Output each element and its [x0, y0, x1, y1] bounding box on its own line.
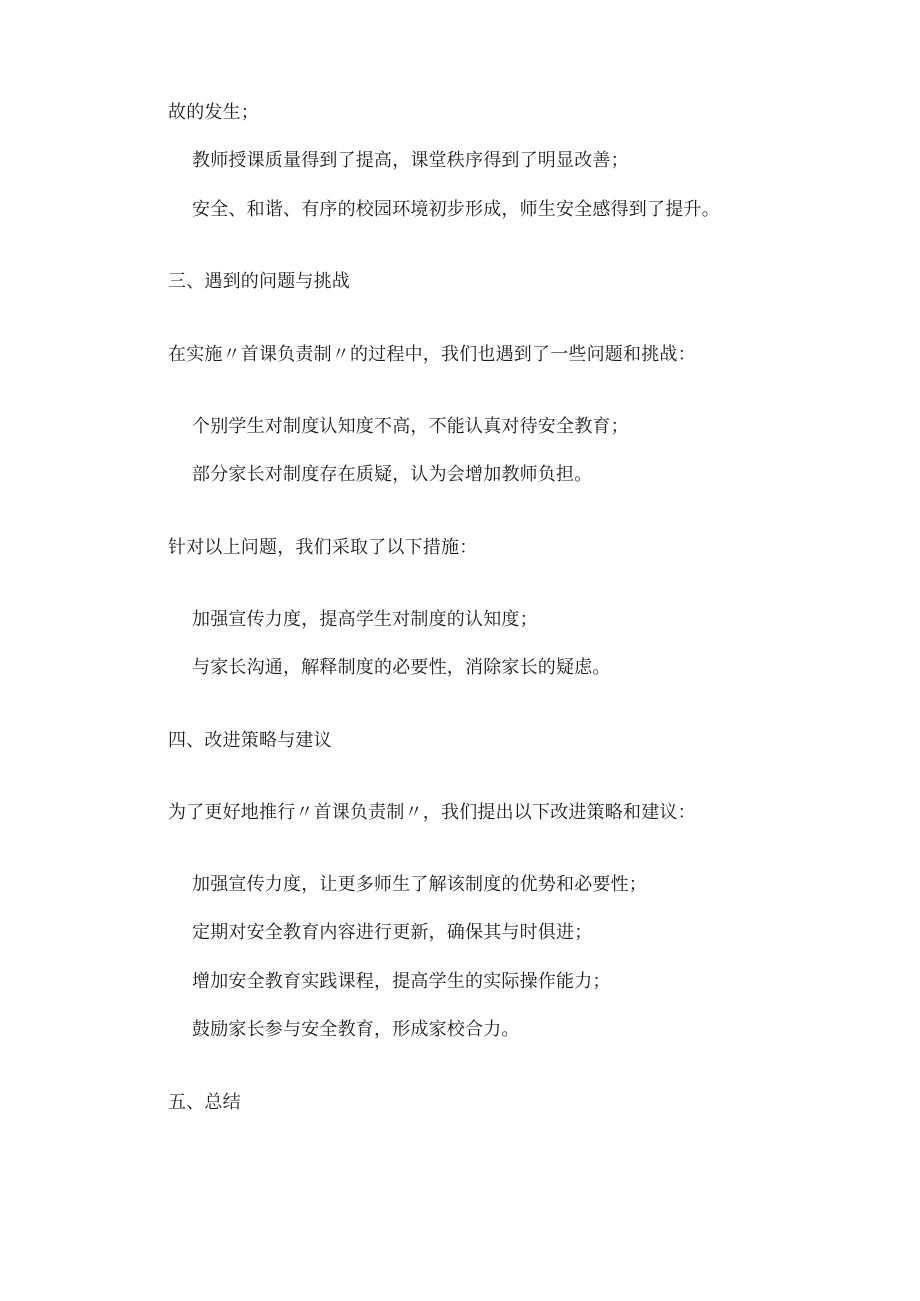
paragraph-continuation: 故的发生； [168, 102, 259, 123]
list-item-parent-doubts: 部分家长对制度存在质疑，认为会增加教师负担。 [192, 464, 593, 485]
paragraph-problems-intro: 在实施〃首课负责制〃的过程中，我们也遇到了一些问题和挑战： [168, 344, 696, 365]
section-heading-summary: 五、总结 [168, 1092, 241, 1113]
section-heading-problems: 三、遇到的问题与挑战 [168, 271, 350, 292]
list-item-parent-participation: 鼓励家长参与安全教育，形成家校合力。 [192, 1019, 520, 1040]
paragraph-measures-intro: 针对以上问题，我们采取了以下措施： [168, 537, 478, 558]
list-item-teaching-quality: 教师授课质量得到了提高，课堂秩序得到了明显改善； [192, 150, 629, 171]
list-item-more-publicity: 加强宣传力度，让更多师生了解该制度的优势和必要性； [192, 874, 647, 895]
section-heading-improvements: 四、改进策略与建议 [168, 730, 332, 751]
paragraph-improvements-intro: 为了更好地推行〃首课负责制〃，我们提出以下改进策略和建议： [168, 802, 696, 823]
list-item-content-update: 定期对安全教育内容进行更新，确保其与时俱进； [192, 922, 593, 943]
list-item-parent-communication: 与家长沟通，解释制度的必要性，消除家长的疑虑。 [192, 657, 611, 678]
list-item-campus-environment: 安全、和谐、有序的校园环境初步形成，师生安全感得到了提升。 [192, 199, 720, 220]
list-item-publicity: 加强宣传力度，提高学生对制度的认知度； [192, 609, 538, 630]
list-item-student-awareness: 个别学生对制度认知度不高，不能认真对待安全教育； [192, 416, 629, 437]
list-item-practice-courses: 增加安全教育实践课程，提高学生的实际操作能力； [192, 971, 611, 992]
